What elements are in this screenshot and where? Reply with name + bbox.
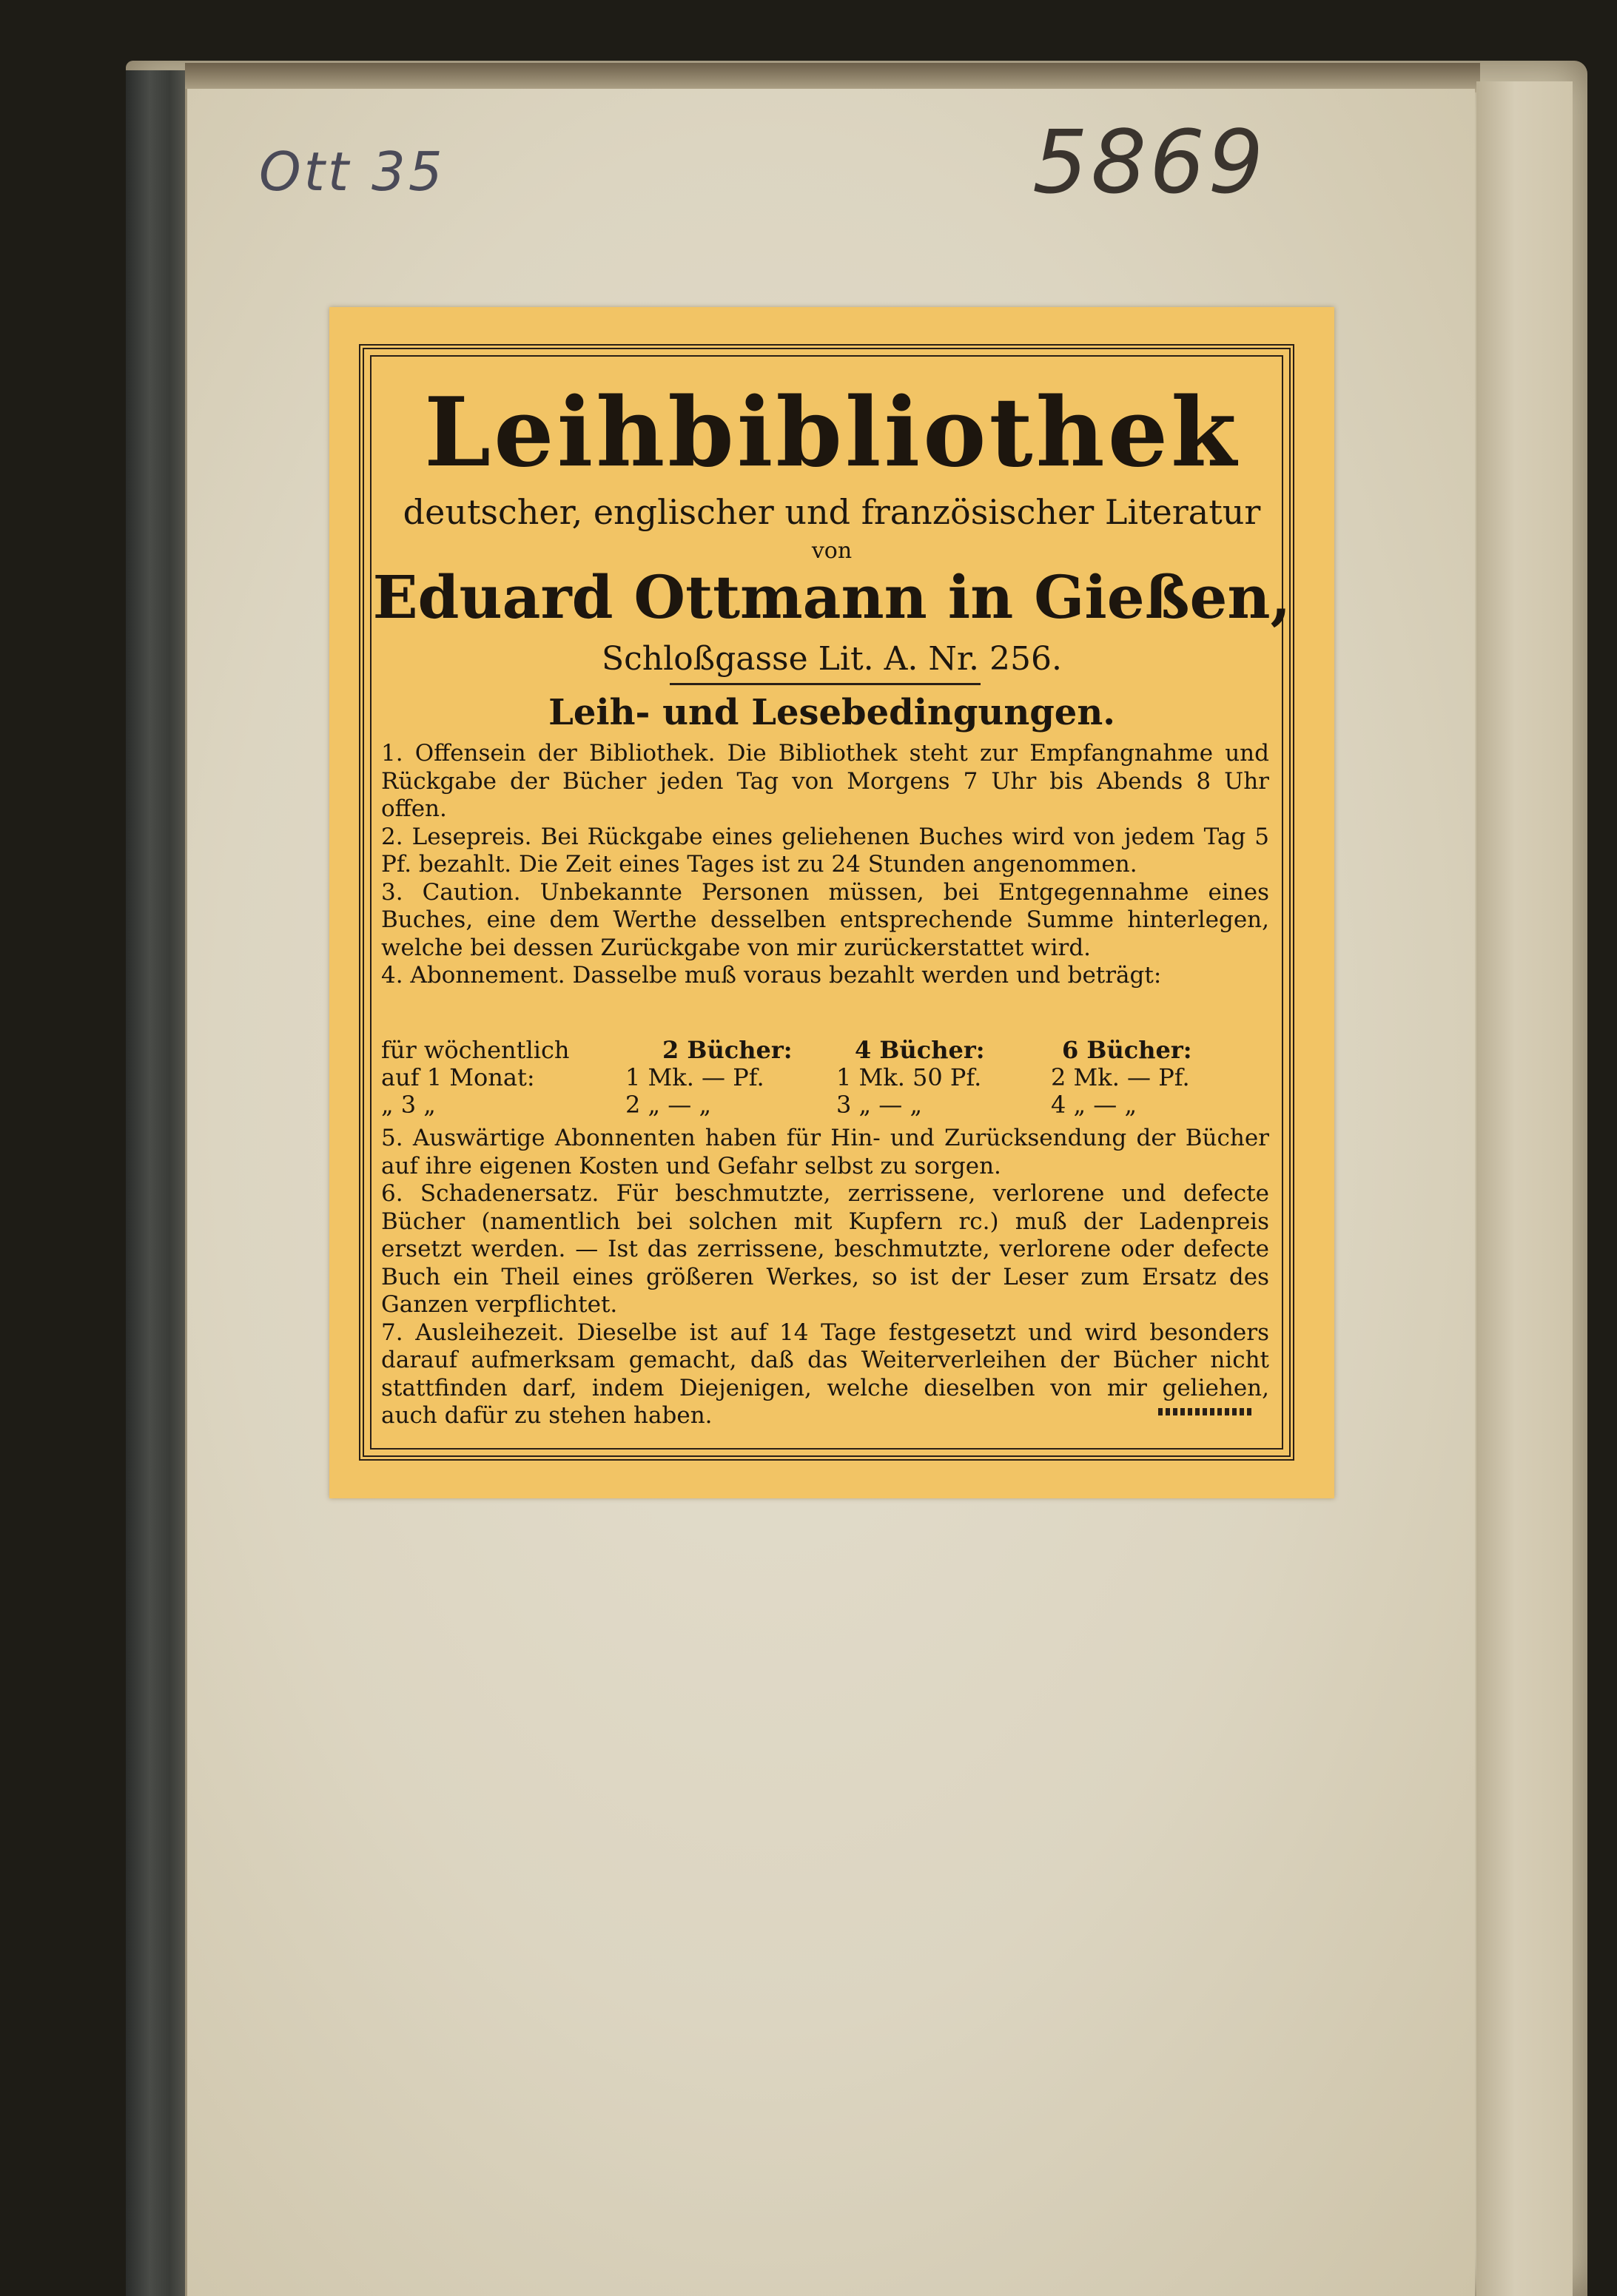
fee-table	[381, 1036, 1269, 1118]
rule-item: 6. Schadenersatz. Für beschmutzte, zerrissene, verlorene und defecte Bücher (namentlich bei solchen mit Kupfern rc.) muß der Ladenpreis ersetzt werden. — Ist das zerrissene, beschmutzte, verlorene oder defecte Buch ein Theil eines größeren Werkes, so ist der Leser zum Ersatz des Ganzen verpflichtet.	[381, 1180, 1269, 1318]
label-title: Leihbibliothek	[424, 377, 1240, 488]
fee-header-cell: 4 Bücher:	[855, 1036, 985, 1064]
fee-cell: 2 „ — „	[625, 1091, 712, 1119]
rule-item: 4. Abonnement. Dasselbe muß voraus bezahlt werden und beträgt:	[381, 962, 1162, 989]
fee-cell: 1 Mk. 50 Pf.	[836, 1063, 982, 1091]
rule-item: 3. Caution. Unbekannte Personen müssen, bei Entgegennahme eines Buches, eine dem Werthe desselben entsprechende Summe hinterlegen, welche bei dessen Zurückgabe von mir zurückerstattet wird.	[381, 878, 1269, 961]
label-address: Schloßgasse Lit. A. Nr. 256.	[602, 640, 1062, 678]
rules-list-part-2	[381, 1125, 1269, 1430]
cover-right-edge	[1476, 81, 1573, 2296]
fee-table-header	[381, 1036, 1269, 1063]
rule-item: 5. Auswärtige Abonnenten haben für Hin- und Zurücksendung der Bücher auf ihre eigenen Kosten und Gefahr selbst zu sorgen.	[381, 1125, 1269, 1179]
fee-cell: auf 1 Monat:	[381, 1063, 535, 1091]
label-owner: Eduard Ottmann in Gießen,	[372, 562, 1291, 632]
divider-rule	[670, 683, 981, 685]
fee-table-row	[381, 1091, 1269, 1118]
fee-cell: 1 Mk. — Pf.	[625, 1063, 764, 1091]
fee-header-cell: 6 Bücher:	[1062, 1036, 1192, 1064]
rule-item: 2. Lesepreis. Bei Rückgabe eines geliehenen Buches wird von jedem Tag 5 Pf. bezahlt. Die Zeit eines Tages ist zu 24 Stunden angenommen.	[381, 823, 1269, 878]
rules-list-part-1	[381, 740, 1269, 990]
fee-header-cell: für wöchentlich	[381, 1036, 570, 1064]
fee-header-cell: 2 Bücher:	[662, 1036, 793, 1064]
fee-cell: 2 Mk. — Pf.	[1051, 1063, 1190, 1091]
ornament-flourish	[1158, 1408, 1254, 1415]
library-label	[329, 307, 1334, 1498]
rule-item: 7. Ausleihezeit. Dieselbe ist auf 14 Tage festgesetzt und wird besonders darauf aufmerksam gemacht, daß das Weiterverleihen der Bücher nicht stattfinden darf, indem Diejenigen, welche dieselben von mir geliehen, auch dafür zu stehen haben.	[381, 1319, 1269, 1429]
cover-top-edge	[185, 63, 1480, 92]
fee-cell: 3 „ — „	[836, 1091, 923, 1119]
fee-table-row	[381, 1063, 1269, 1091]
label-von: von	[811, 538, 853, 564]
fee-cell: „ 3 „	[381, 1091, 436, 1119]
handwritten-shelfmark: Ott 35	[259, 141, 446, 203]
label-subtitle: deutscher, englischer und französischer Literatur	[403, 492, 1261, 532]
conditions-heading: Leih- und Lesebedingungen.	[548, 692, 1115, 733]
handwritten-accession-number: 5869	[1032, 111, 1267, 213]
fee-cell: 4 „ — „	[1051, 1091, 1137, 1119]
rule-item: 1. Offensein der Bibliothek. Die Bibliothek steht zur Empfangnahme und Rückgabe der Bücher jeden Tag von Morgens 7 Uhr bis Abends 8 Uhr offen.	[381, 740, 1269, 822]
